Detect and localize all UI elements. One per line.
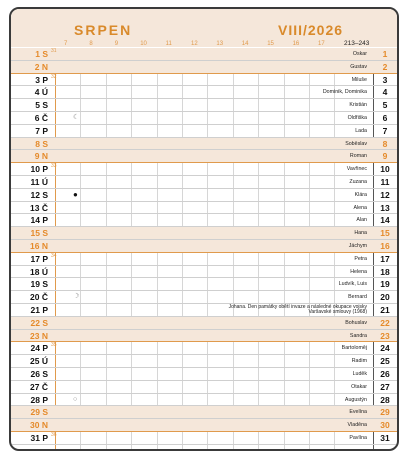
day-row[interactable]: [11, 432, 397, 445]
day-row[interactable]: [11, 176, 397, 189]
day-label: [11, 176, 48, 189]
day-number-right: 19: [380, 279, 390, 290]
weekday-letter: S: [42, 100, 48, 111]
calendar-page: [9, 7, 399, 451]
weekday-letter: N: [41, 151, 48, 162]
day-row[interactable]: [11, 48, 397, 61]
day-number: 22: [30, 317, 40, 328]
day-number: 2: [34, 61, 40, 72]
name-day: Radim: [351, 358, 367, 365]
day-row[interactable]: [11, 342, 397, 355]
day-label: [11, 227, 48, 240]
day-number: 30: [30, 420, 40, 431]
name-day: Luděk: [352, 370, 367, 377]
day-label: [11, 368, 48, 381]
day-row[interactable]: [11, 394, 397, 407]
day-number-right: 27: [380, 381, 390, 392]
day-number: 1: [35, 49, 40, 59]
name-day: Gustav: [350, 63, 367, 70]
day-row[interactable]: [11, 240, 397, 253]
day-row[interactable]: [11, 214, 397, 227]
weekday-letter: S: [42, 138, 48, 149]
day-label: [11, 48, 48, 61]
weekday-letter: Č: [41, 202, 48, 213]
day-number-right: 31: [380, 432, 390, 443]
day-row[interactable]: [11, 291, 397, 304]
day-number: 31: [30, 432, 40, 443]
day-number: 17: [30, 253, 40, 264]
hour-label: 14: [241, 41, 249, 47]
day-label: [11, 99, 48, 112]
day-row[interactable]: [11, 381, 397, 394]
name-day: Johana. Den památky obětí invaze a následné okupace vojsky Varšavské smlouvy (1968): [228, 303, 367, 316]
day-number-right: 24: [380, 343, 390, 354]
name-day: Dominik, Dominika: [322, 89, 367, 96]
day-row[interactable]: [11, 278, 397, 291]
day-number: 12: [30, 189, 40, 200]
weekday-letter: P: [42, 394, 48, 405]
day-number: 21: [30, 304, 40, 315]
name-day: Vladěna: [347, 422, 367, 429]
day-number: 24: [30, 343, 40, 354]
day-row[interactable]: [11, 112, 397, 125]
week-range: 213–243: [344, 40, 370, 47]
moon-phase-icon: ☾: [73, 113, 80, 121]
day-row[interactable]: [11, 202, 397, 215]
day-number: 11: [30, 176, 40, 187]
weekday-letter: S: [42, 189, 48, 200]
day-label: [11, 214, 48, 227]
name-day: Helena: [350, 268, 367, 275]
day-number: 27: [30, 381, 40, 392]
day-number: 8: [35, 138, 40, 149]
day-number: 18: [30, 266, 40, 277]
hour-label: 13: [216, 41, 224, 47]
day-number: 15: [30, 228, 40, 239]
weekday-letter: Č: [41, 292, 48, 303]
name-day: Oldřiška: [347, 114, 367, 121]
day-number-right: 26: [380, 368, 390, 379]
weekday-letter: S: [42, 279, 48, 290]
day-number-right: 17: [380, 253, 390, 264]
hour-label: 15: [267, 41, 274, 47]
name-day: Ludvík, Luis: [338, 281, 367, 288]
day-label: [11, 317, 48, 330]
weekday-letter: P: [42, 74, 48, 85]
day-number: 29: [30, 407, 40, 418]
day-number-right: 16: [380, 240, 390, 251]
day-number-right: 13: [380, 202, 390, 213]
day-label: [11, 291, 48, 304]
weekday-letter: N: [41, 61, 48, 72]
name-day: Sandra: [349, 332, 367, 339]
name-day: Jáchym: [348, 242, 367, 249]
day-number: 13: [30, 202, 40, 213]
name-day: Pavlína: [349, 434, 367, 441]
day-label: [11, 266, 48, 279]
day-number-right: 22: [380, 317, 390, 328]
day-row[interactable]: [11, 74, 397, 87]
day-number-right: 7: [382, 125, 388, 136]
weekday-letter: P: [42, 215, 48, 226]
day-number-right: 20: [380, 292, 390, 303]
day-label: [11, 240, 48, 253]
day-number-right: 9: [382, 151, 388, 162]
day-label: [11, 330, 48, 343]
day-label: [11, 86, 48, 99]
day-row[interactable]: [11, 419, 397, 432]
day-label: [11, 406, 48, 419]
weekday-letter: S: [42, 317, 48, 328]
weekday-letter: P: [42, 343, 48, 354]
day-label: [11, 253, 48, 266]
weekday-letter: N: [41, 240, 48, 251]
name-day: Bartoloměj: [341, 345, 367, 352]
day-grid: [11, 48, 397, 445]
day-number-right: 6: [382, 112, 388, 123]
day-label: [11, 138, 48, 151]
name-day: Hana: [354, 230, 367, 237]
weekday-letter: N: [41, 330, 48, 341]
name-day: Evelína: [349, 409, 367, 416]
hour-label: 11: [165, 41, 172, 47]
day-label: [11, 189, 48, 202]
day-number: 7: [35, 125, 40, 136]
day-label: [11, 342, 48, 355]
day-number-right: 30: [380, 420, 390, 431]
weekday-letter: P: [42, 125, 48, 136]
day-label: [11, 163, 48, 176]
name-day: Roman: [349, 153, 367, 160]
weekday-letter: Ú: [41, 266, 48, 277]
day-label: [11, 278, 48, 291]
name-day: Augustýn: [344, 396, 367, 403]
day-row[interactable]: [11, 138, 397, 151]
day-row[interactable]: [11, 227, 397, 240]
hour-label: 12: [191, 41, 198, 47]
day-row[interactable]: [11, 99, 397, 112]
day-label: [11, 125, 48, 138]
calendar-header: [11, 9, 397, 47]
hour-label: 7: [64, 41, 68, 47]
day-number-right: 23: [380, 330, 390, 341]
day-number: 26: [30, 368, 40, 379]
weekday-letter: Č: [41, 112, 48, 123]
day-row[interactable]: [11, 304, 397, 317]
day-number-right: 14: [380, 215, 390, 226]
hour-label: 9: [114, 41, 119, 47]
day-number-right: 28: [380, 394, 390, 405]
day-number: 4: [34, 87, 40, 98]
day-number: 20: [30, 292, 40, 303]
day-row[interactable]: [11, 61, 397, 74]
name-day: Miluše: [351, 76, 367, 83]
day-number-right: 10: [380, 164, 390, 175]
day-number-right: 18: [380, 266, 390, 277]
day-label: [11, 112, 48, 125]
day-number: 9: [34, 151, 40, 162]
weekday-letter: P: [42, 304, 48, 315]
weekday-letter: S: [42, 228, 48, 239]
day-label: [11, 394, 48, 407]
day-number: 25: [30, 356, 40, 367]
week-number: 32: [51, 73, 57, 80]
day-number-right: 2: [382, 61, 388, 72]
hour-label: 8: [89, 41, 93, 47]
name-day: Alena: [353, 204, 367, 211]
month-name: SRPEN: [74, 22, 133, 38]
day-row[interactable]: [11, 150, 397, 163]
week-number: 34: [51, 252, 57, 259]
weekday-letter: S: [42, 407, 48, 418]
weekday-letter: P: [42, 432, 48, 443]
moon-phase-icon: ○: [73, 395, 78, 403]
day-number-right: 11: [380, 176, 390, 187]
day-number: 10: [30, 164, 40, 175]
day-row[interactable]: [11, 330, 397, 343]
weekday-letter: Ú: [41, 356, 48, 367]
weekday-letter: Č: [41, 381, 48, 392]
hour-label: 17: [318, 41, 325, 47]
day-row[interactable]: [11, 355, 397, 368]
hour-label: 16: [292, 41, 300, 47]
weekday-letter: P: [42, 253, 48, 264]
day-number-right: 12: [380, 189, 390, 200]
day-number: 5: [35, 100, 40, 111]
day-row[interactable]: [11, 189, 397, 202]
day-number-right: 8: [382, 138, 388, 149]
day-row[interactable]: [11, 317, 397, 330]
day-label: [11, 355, 48, 368]
day-number: 6: [34, 112, 40, 123]
name-day: Soběslav: [345, 140, 367, 147]
name-day: Lada: [355, 127, 367, 134]
weekday-letter: N: [41, 420, 48, 431]
day-number: 19: [30, 279, 40, 290]
day-row[interactable]: [11, 86, 397, 99]
moon-phase-icon: ☽: [73, 293, 80, 301]
weekday-letter: P: [42, 164, 48, 175]
week-number: 33: [51, 163, 57, 170]
name-day: Oskar: [352, 51, 367, 57]
week-number: 31: [51, 48, 57, 54]
weekday-letter: Ú: [41, 87, 48, 98]
day-number-right: 3: [382, 74, 388, 85]
name-day: Klára: [354, 191, 367, 198]
day-label: [11, 74, 48, 87]
name-day: Bohuslav: [345, 319, 367, 326]
day-label: [11, 381, 48, 394]
day-row[interactable]: [11, 266, 397, 279]
day-number-right: 4: [382, 87, 388, 98]
hour-label: 10: [140, 41, 147, 47]
day-number: 14: [30, 215, 40, 226]
day-number-right: 1: [382, 49, 388, 59]
name-day: Otakar: [351, 383, 367, 390]
day-row[interactable]: [11, 125, 397, 138]
day-row[interactable]: [11, 163, 397, 176]
day-number: 23: [30, 330, 40, 341]
weekday-letter: S: [42, 49, 48, 59]
moon-phase-icon: ●: [73, 189, 78, 199]
day-row[interactable]: [11, 253, 397, 266]
day-number-right: 21: [380, 304, 390, 315]
name-day: Vavřinec: [346, 166, 367, 173]
day-label: [11, 61, 48, 74]
week-number: 35: [51, 342, 57, 349]
name-day: Kristián: [349, 102, 367, 109]
day-number: 3: [35, 74, 40, 85]
day-number-right: 25: [380, 356, 390, 367]
week-number: 36: [51, 431, 57, 438]
day-label: [11, 432, 48, 445]
weekday-letter: Ú: [41, 176, 48, 187]
day-label: [11, 150, 48, 163]
day-number: 16: [30, 240, 40, 251]
name-day: Zuzana: [349, 178, 367, 185]
day-label: [11, 419, 48, 432]
day-number-right: 5: [382, 100, 388, 111]
day-row[interactable]: [11, 368, 397, 381]
day-number-right: 29: [380, 407, 390, 418]
day-label: [11, 202, 48, 215]
name-day: Alan: [356, 217, 367, 224]
name-day: Bernard: [348, 294, 367, 301]
month-code: VIII/2026: [278, 22, 344, 38]
weekday-letter: S: [42, 368, 48, 379]
day-label: [11, 304, 48, 317]
name-day: Petra: [354, 255, 367, 262]
day-number: 28: [30, 394, 40, 405]
day-row[interactable]: [11, 406, 397, 419]
day-number-right: 15: [380, 228, 390, 239]
